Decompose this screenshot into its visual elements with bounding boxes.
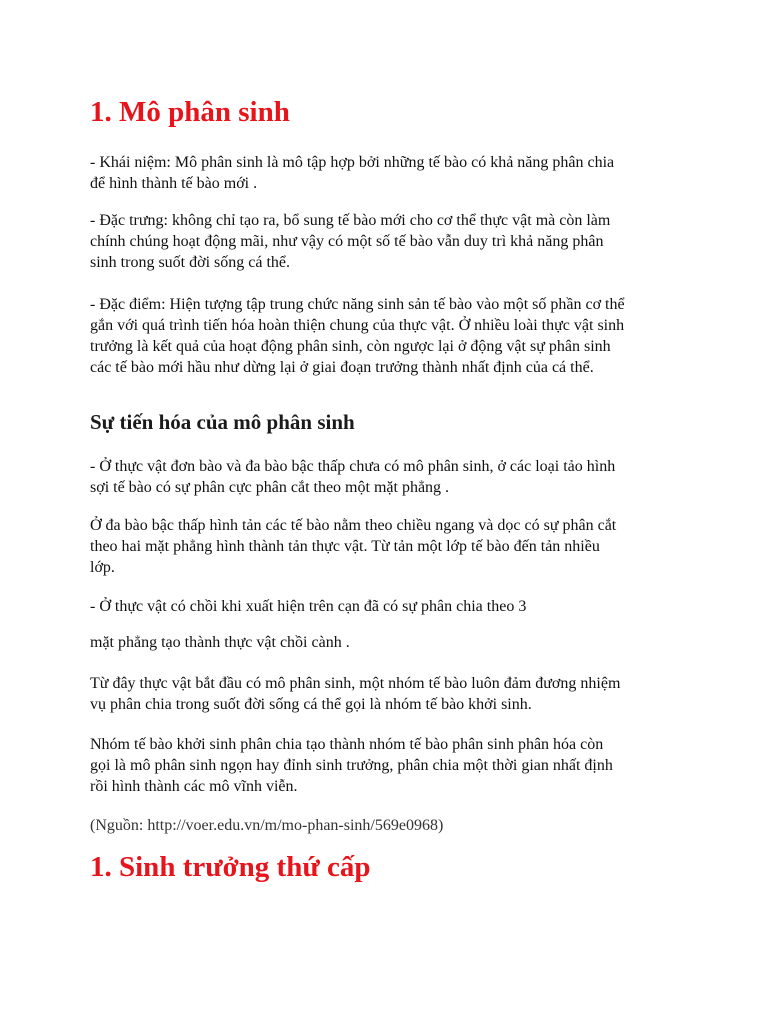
text-line: để hình thành tế bào mới . bbox=[90, 175, 258, 192]
text-line: chính chúng hoạt động mãi, như vậy có một số tế bào vẫn duy trì khả năng phân bbox=[90, 233, 604, 250]
text-line: trưởng là kết quả của hoạt động phân sinh, còn ngược lại ở động vật sự phân sinh bbox=[90, 338, 611, 355]
text-line: mặt phẳng tạo thành thực vật chồi cành . bbox=[90, 634, 350, 651]
text-line: gọi là mô phân sinh ngọn hay đỉnh sinh trưởng, phân chia một thời gian nhất định bbox=[90, 757, 613, 774]
source-citation: (Nguồn: http://voer.edu.vn/m/mo-phan-sinh/569e0968) bbox=[90, 817, 444, 834]
heading-sinh-truong-thu-cap: 1. Sinh trưởng thứ cấp bbox=[90, 851, 371, 883]
paragraph-dac-diem bbox=[90, 294, 690, 378]
paragraph-don-bao bbox=[90, 456, 690, 498]
paragraph-nhom-te-bao bbox=[90, 734, 690, 797]
text-line: các tế bào mới hầu như dừng lại ở giai đoạn trưởng thành nhất định của cá thể. bbox=[90, 359, 594, 376]
paragraph-co-choi bbox=[90, 596, 690, 617]
text-line: lớp. bbox=[90, 559, 115, 576]
text-line: theo hai mặt phẳng hình thành tản thực vật. Từ tản một lớp tế bào đến tản nhiều bbox=[90, 538, 600, 555]
text-line: Ở đa bào bậc thấp hình tản các tế bào nằm theo chiều ngang và dọc có sự phân cắt bbox=[90, 517, 617, 534]
text-line: - Đặc trưng: không chỉ tạo ra, bổ sung tế bào mới cho cơ thể thực vật mà còn làm bbox=[90, 212, 611, 229]
paragraph-tu-day bbox=[90, 673, 690, 715]
heading-mo-phan-sinh: 1. Mô phân sinh bbox=[90, 96, 290, 128]
paragraph-khai-niem bbox=[90, 152, 690, 194]
text-line: Từ đây thực vật bắt đầu có mô phân sinh, một nhóm tế bào luôn đảm đương nhiệm bbox=[90, 675, 621, 692]
text-line: - Ở thực vật đơn bào và đa bào bậc thấp chưa có mô phân sinh, ở các loại tảo hình bbox=[90, 458, 616, 475]
text-line: vụ phân chia trong suốt đời sống cá thể gọi là nhóm tế bào khởi sinh. bbox=[90, 696, 532, 713]
text-line: sinh trong suốt đời sống cá thể. bbox=[90, 254, 290, 271]
paragraph-dac-trung bbox=[90, 210, 690, 273]
paragraph-mat-phang bbox=[90, 632, 690, 653]
paragraph-da-bao bbox=[90, 515, 690, 578]
text-line: rồi hình thành các mô vĩnh viễn. bbox=[90, 778, 298, 795]
text-line: - Ở thực vật có chồi khi xuất hiện trên cạn đã có sự phân chia theo 3 bbox=[90, 598, 527, 615]
text-line: Nhóm tế bào khởi sinh phân chia tạo thành nhóm tế bào phân sinh phân hóa còn bbox=[90, 736, 604, 753]
text-line: - Khái niệm: Mô phân sinh là mô tập hợp bởi những tế bào có khả năng phân chia bbox=[90, 154, 615, 171]
text-line: gắn với quá trình tiến hóa hoàn thiện chung của thực vật. Ở nhiều loài thực vật sinh bbox=[90, 317, 625, 334]
heading-su-tien-hoa: Sự tiến hóa của mô phân sinh bbox=[90, 410, 355, 434]
text-line: sợi tế bào có sự phân cực phân cắt theo một mặt phẳng . bbox=[90, 479, 450, 496]
text-line: - Đặc điểm: Hiện tượng tập trung chức năng sinh sản tế bào vào một số phần cơ thể bbox=[90, 296, 625, 313]
